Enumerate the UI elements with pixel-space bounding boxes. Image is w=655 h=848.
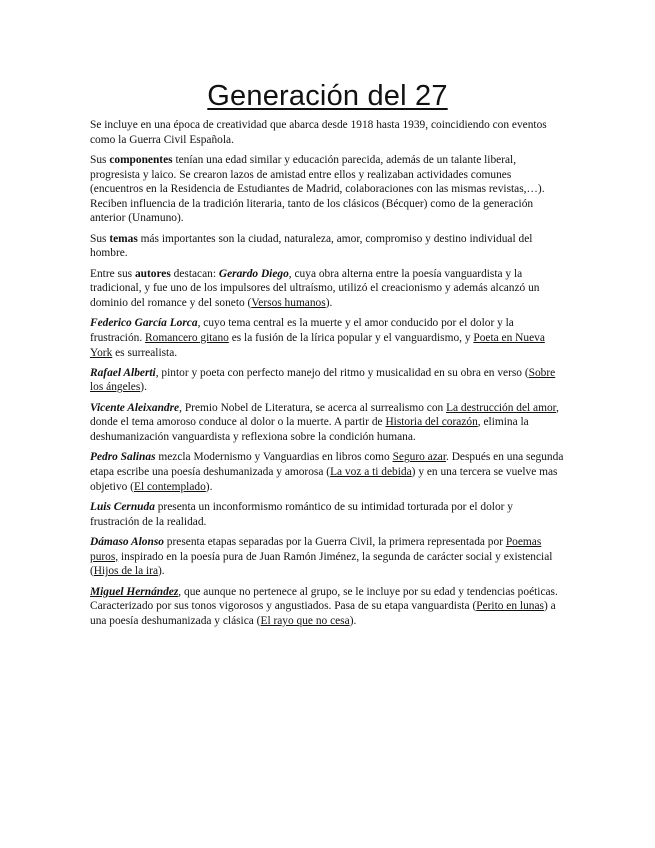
text: ). <box>158 565 165 578</box>
author-name: Vicente Aleixandre <box>90 401 180 414</box>
work-title: El rayo que no cesa <box>260 614 350 627</box>
text: , donde el tema amoroso conduce al dolor o la muerte. A partir de <box>90 401 559 429</box>
work-title: Seguro azar <box>392 451 447 464</box>
text: , Premio Nobel de Literatura, se acerca al surrealismo con <box>179 401 447 414</box>
paragraph-gerardo-diego <box>90 267 565 311</box>
author-name: Rafael Alberti <box>90 366 156 379</box>
author-name: Federico García Lorca <box>90 317 198 330</box>
paragraph-aleixandre <box>90 401 565 445</box>
text: ). <box>325 296 333 309</box>
document-title: Generación del 27 <box>207 80 448 112</box>
keyword-autores: autores <box>134 267 171 280</box>
text: , cuya obra alterna entre la poesía vanguardista y la tradicional, y fue uno de los impulsores del ultraísmo, utilizó el creacionismo y además alcanzó un dominio del romance y del soneto ( <box>90 267 540 309</box>
work-title: La destrucción del amor <box>446 401 556 414</box>
text: , elimina la deshumanización vanguardista y reflexiona sobre la condición humana. <box>90 416 529 444</box>
keyword-temas: temas <box>109 232 138 245</box>
work-title: Versos humanos <box>251 296 326 309</box>
work-title: Historia del corazón <box>385 416 478 429</box>
work-title: Perito en lunas <box>476 600 544 613</box>
work-title: Romancero gitano <box>145 331 229 344</box>
text: Sus <box>90 232 110 245</box>
work-title: La voz a ti debida <box>330 466 412 479</box>
text: presenta un inconformismo romántico de su intimidad torturada por el dolor y frustración de la realidad. <box>90 501 513 528</box>
author-name: Dámaso Alonso <box>90 536 164 549</box>
text: , pintor y poeta con perfecto manejo del ritmo y musicalidad en su obra en verso ( <box>155 366 529 379</box>
text: . Después en una segunda etapa escribe una poesía deshumanizada y amorosa ( <box>90 451 564 479</box>
author-name: Luis Cernuda <box>90 501 155 514</box>
work-title: Hijos de la ira <box>93 565 159 578</box>
text: destacan: <box>170 267 219 280</box>
document-page <box>90 78 565 634</box>
paragraph-cernuda <box>90 500 565 529</box>
paragraph-hernandez <box>90 585 565 629</box>
paragraph-componentes <box>90 153 565 226</box>
text: Se incluye en una época de creatividad que abarca desde 1918 hasta 1939, coincidiendo con eventos como la Guerra Civil Española. <box>90 119 547 146</box>
work-title: El contemplado <box>133 480 206 493</box>
paragraph-damaso-alonso <box>90 535 565 579</box>
work-title: Sobre los ángeles <box>90 366 556 394</box>
paragraph-temas <box>90 232 565 261</box>
work-title: Poemas puros, <box>90 536 542 563</box>
text: , que aunque no pertenece al grupo, se le incluye por su edad y tendencias poéticas. Caracterizado por sus tonos vigorosos y angustiados. Pasa de su etapa vanguardista ( <box>90 585 558 613</box>
text: Entre sus <box>90 267 135 280</box>
text: más importantes son la ciudad, naturaleza, amor, compromiso y destino individual del hombre. <box>90 232 533 260</box>
paragraph-alberti <box>90 366 565 395</box>
keyword-componentes: componentes <box>109 153 173 166</box>
text: mezcla Modernismo y Vanguardias en libros como <box>155 451 393 464</box>
text: presenta etapas separadas por la Guerra Civil, la primera representada por <box>163 536 506 549</box>
text: inspirado en la poesía pura de Juan Ramón Jiménez, la segunda de carácter social y existencial ( <box>90 550 553 578</box>
text: es surrealista. <box>112 346 178 359</box>
text: , cuyo tema central es la muerte y el amor conducido por el dolor y la frustración. <box>90 317 514 344</box>
work-title: Poeta en Nueva York <box>90 331 545 359</box>
paragraph-salinas <box>90 450 565 494</box>
text: ). <box>140 381 147 394</box>
author-name: Gerardo Diego <box>218 267 289 280</box>
text: Sus <box>90 153 110 166</box>
text: ) a una poesía deshumanizada y clásica ( <box>90 600 556 627</box>
paragraph-lorca <box>90 316 565 360</box>
author-name: Miguel Hernández <box>90 585 179 598</box>
text: ). <box>349 614 357 627</box>
paragraph-intro <box>90 118 565 147</box>
text: ) y en una tercera se vuelve mas objetivo ( <box>90 466 558 493</box>
text: es la fusión de la lírica popular y el vanguardismo, y <box>228 331 474 344</box>
text: tenían una edad similar y educación parecida, además de un talante liberal, progresista y laico. Se crearon lazos de amistad entre ellos y realizaban actividades comunes (encuentros en la Residencia de Estudiantes de Madrid, colaboraciones con las mismas revistas,…). Reciben influencia de la tradición literaria, tanto de los clásicos (Bécquer) como de la generación anterior (Unamuno). <box>90 153 545 225</box>
author-name: Pedro Salinas <box>90 451 156 464</box>
text: ). <box>205 480 213 493</box>
